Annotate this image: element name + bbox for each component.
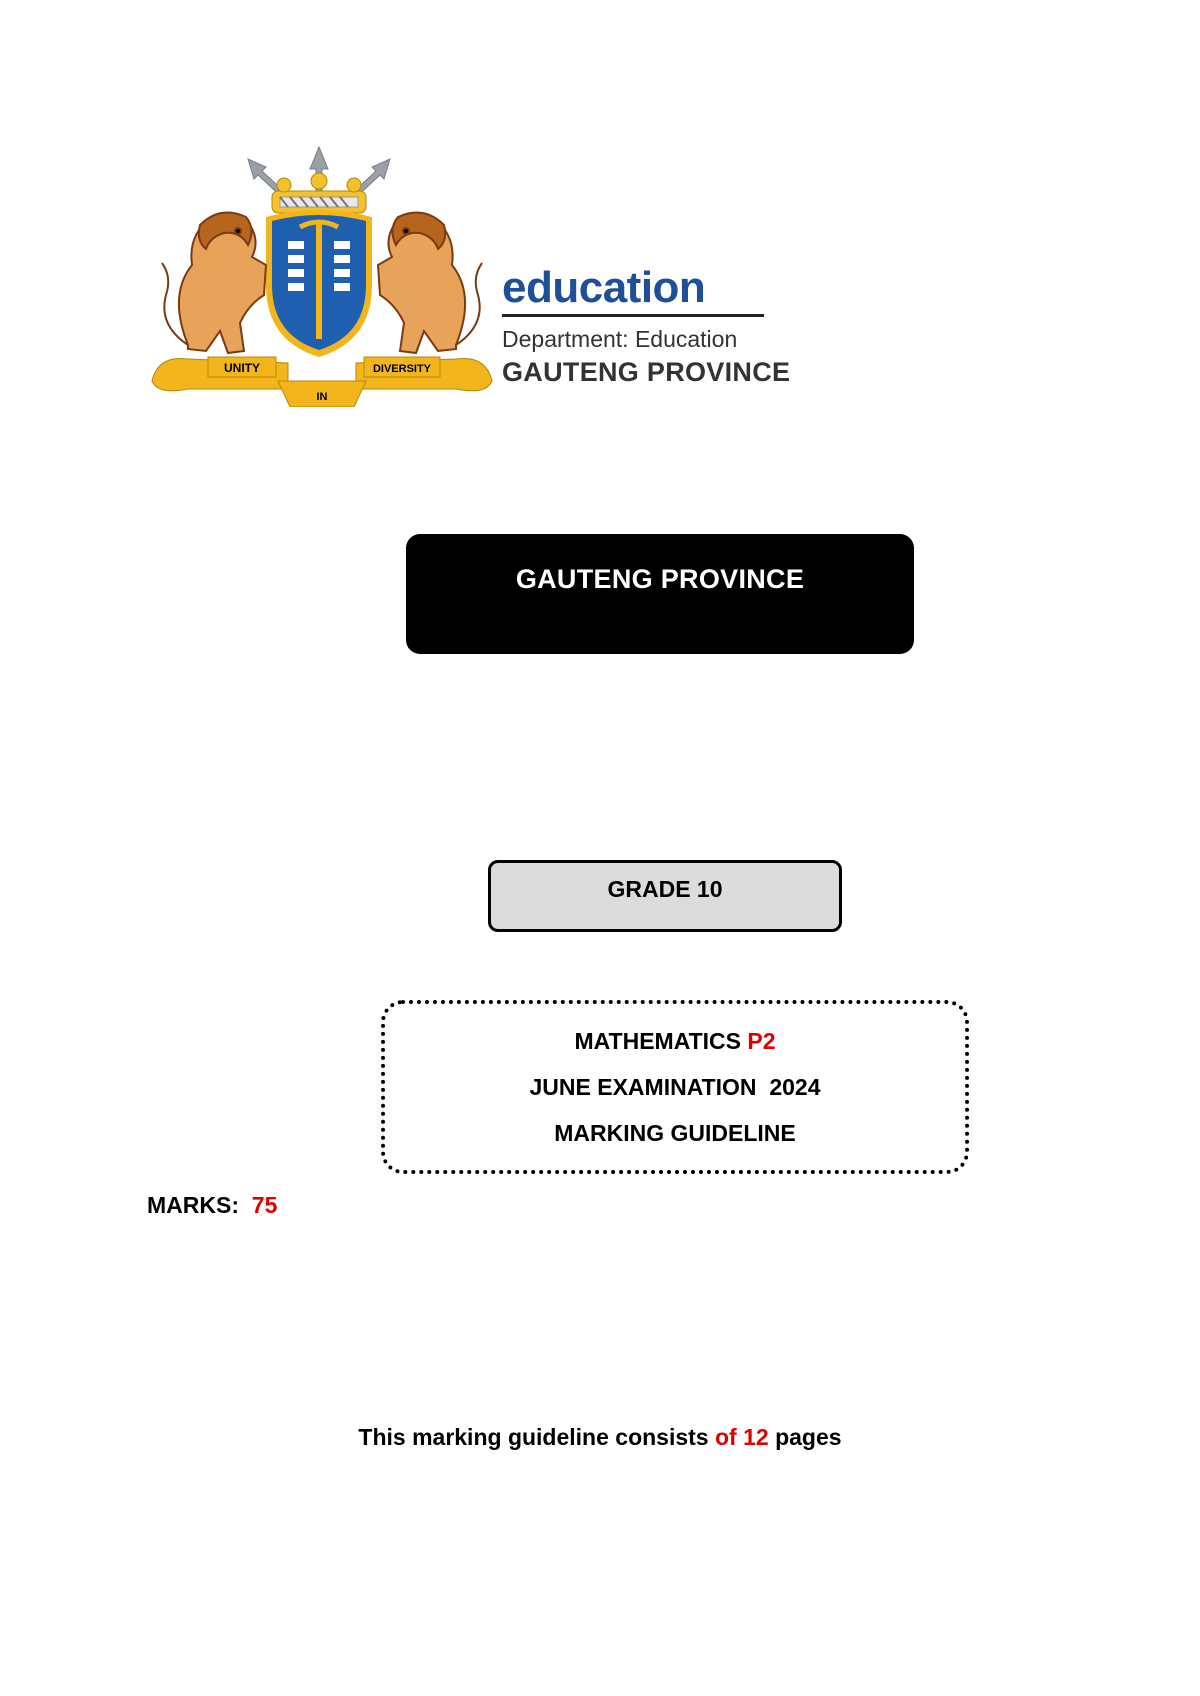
logo-province-label: GAUTENG PROVINCE xyxy=(502,357,791,387)
page-count-suffix: pages xyxy=(775,1424,842,1450)
page-count-of: of xyxy=(715,1424,737,1450)
lion-right-icon xyxy=(378,213,482,354)
subject-box xyxy=(381,1000,969,1174)
page-count-number: 12 xyxy=(743,1424,769,1450)
marks-value: 75 xyxy=(251,1192,278,1218)
subject-line xyxy=(385,1028,965,1055)
wordmark-divider xyxy=(502,314,764,317)
grade-box xyxy=(488,860,842,932)
document-type: MARKING GUIDELINE xyxy=(554,1120,796,1146)
crown-icon xyxy=(272,173,366,213)
motto-ribbon xyxy=(152,357,492,407)
exam-year: 2024 xyxy=(769,1074,821,1100)
lion-left-icon xyxy=(162,213,266,354)
department-label: Department: Education xyxy=(502,326,738,352)
grade-label: GRADE 10 xyxy=(607,876,723,902)
province-banner-title: GAUTENG PROVINCE xyxy=(515,564,805,594)
coat-of-arms-logo xyxy=(148,145,496,407)
page-count-prefix: This marking guideline consists xyxy=(358,1424,709,1450)
motto-in: IN xyxy=(316,391,328,403)
motto-diversity: DIVERSITY xyxy=(372,363,432,375)
shield-icon xyxy=(266,210,372,357)
province-banner xyxy=(406,534,914,654)
marks-line xyxy=(147,1192,277,1219)
exam-line xyxy=(385,1074,965,1101)
page-count-note xyxy=(0,1424,1200,1451)
exam-name: JUNE EXAMINATION xyxy=(529,1074,757,1100)
subject-name: MATHEMATICS xyxy=(574,1028,741,1054)
education-wordmark: education xyxy=(502,263,706,312)
paper-number: P2 xyxy=(747,1028,776,1054)
marks-label: MARKS: xyxy=(147,1192,239,1218)
motto-unity: UNITY xyxy=(224,361,260,375)
